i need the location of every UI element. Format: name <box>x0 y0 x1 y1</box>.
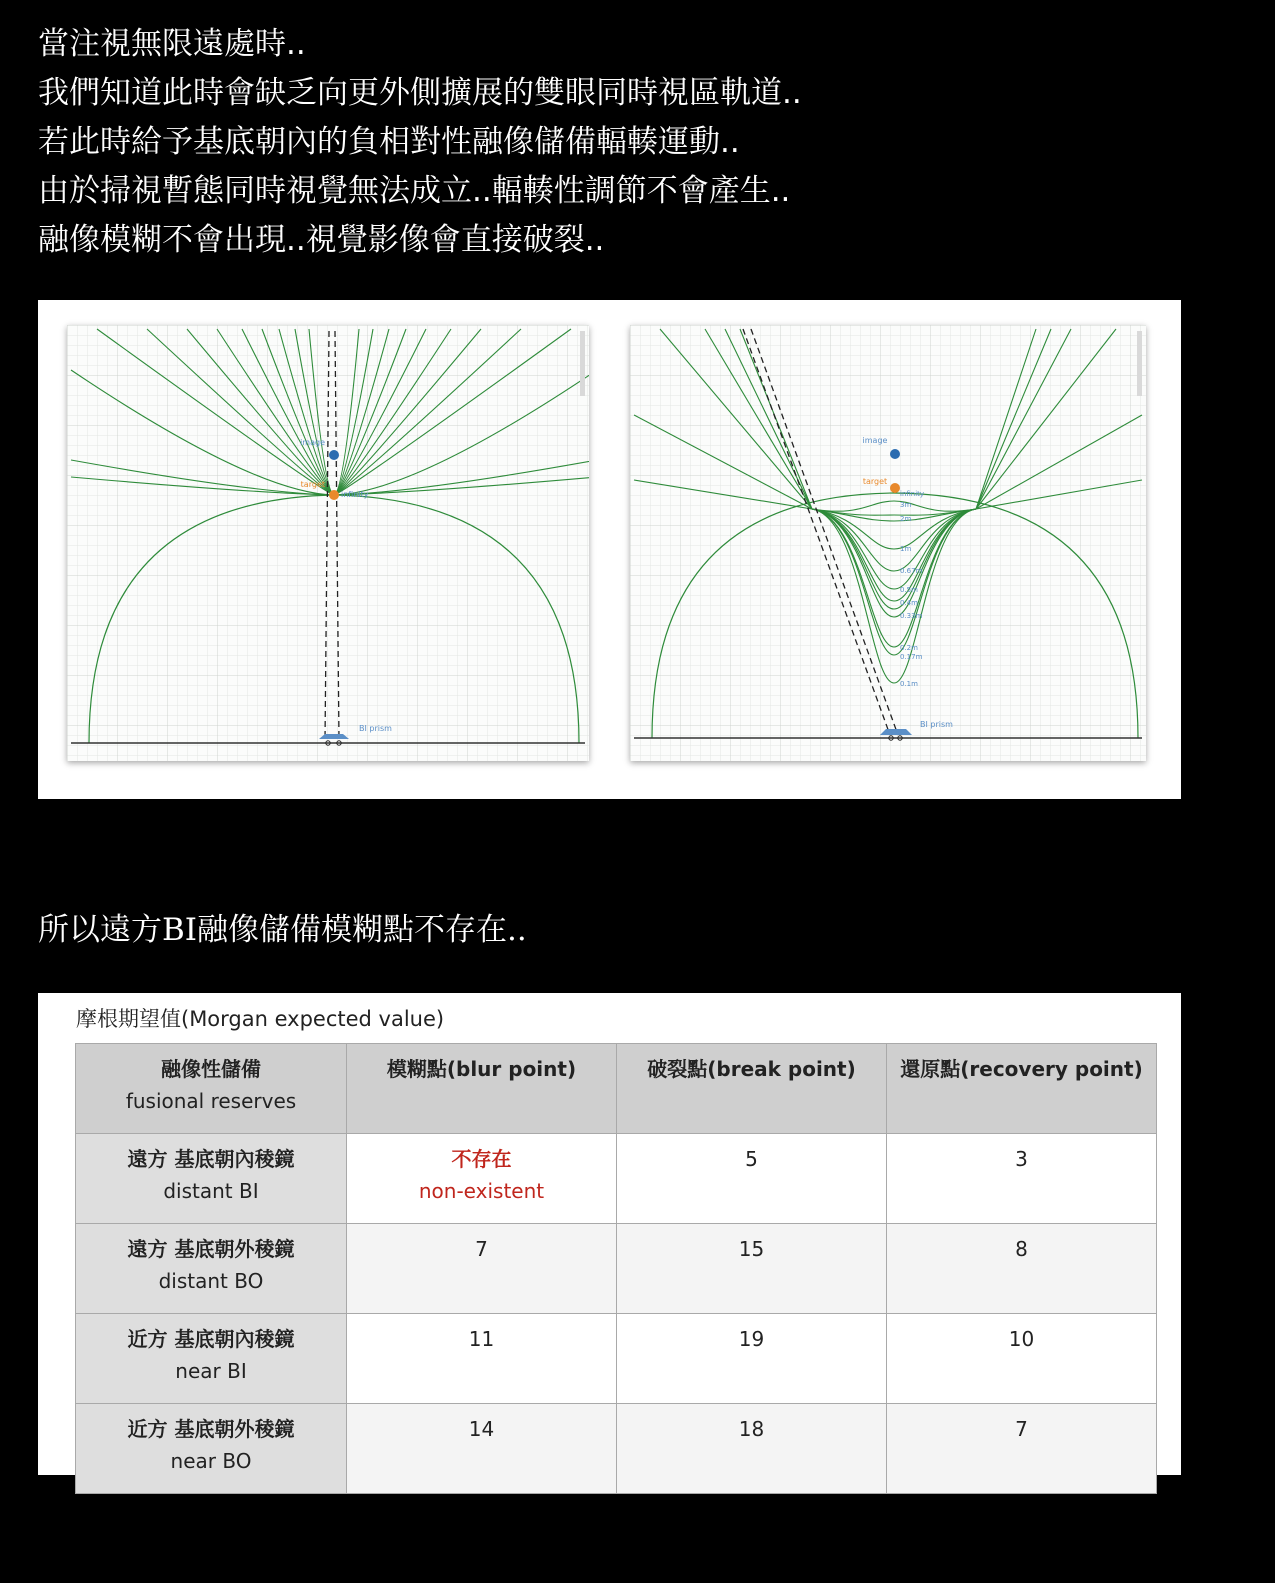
blur-cell-en: non-existent <box>418 1179 545 1203</box>
distance-label: 0.67m <box>900 567 923 575</box>
break-cell: 19 <box>617 1314 887 1404</box>
table-panel <box>38 993 1181 1475</box>
left-target-dot <box>329 490 339 500</box>
right-target-dot <box>890 483 900 493</box>
right-target-label: target <box>862 477 888 486</box>
conclusion-text: 所以遠方BI融像儲備模糊點不存在.. <box>38 912 527 948</box>
left-image-dot <box>329 450 339 460</box>
left-infinity-label: infinity <box>341 490 369 499</box>
distance-label: infinity <box>900 490 925 498</box>
intro-line-1: 當注視無限遠處時.. <box>38 26 306 62</box>
distance-label: 0.4m <box>900 599 918 607</box>
right-prism-label: BI prism <box>920 720 953 729</box>
row-label-zh: 近方 基底朝內稜鏡 <box>127 1327 295 1351</box>
break-cell: 18 <box>617 1404 887 1494</box>
intro-text <box>38 20 802 265</box>
distance-label: 0.33m <box>900 612 923 620</box>
left-graph <box>67 325 589 761</box>
blur-cell: 11 <box>347 1314 617 1404</box>
intro-line-2: 我們知道此時會缺乏向更外側擴展的雙眼同時視區軌道.. <box>38 75 802 111</box>
blur-cell: 14 <box>347 1404 617 1494</box>
right-graph-canvas <box>630 325 1146 761</box>
morgan-table <box>75 1043 1157 1494</box>
table-row <box>76 1134 1157 1224</box>
row-label <box>76 1224 347 1314</box>
row-label-zh: 遠方 基底朝外稜鏡 <box>127 1237 295 1261</box>
row-label <box>76 1314 347 1404</box>
header-recovery-point: 還原點(recovery point) <box>887 1044 1157 1134</box>
blur-cell: 7 <box>347 1224 617 1314</box>
row-label-zh: 近方 基底朝外稜鏡 <box>127 1417 295 1441</box>
left-scrollbar[interactable] <box>580 331 585 396</box>
row-label-en: near BO <box>170 1449 252 1473</box>
row-label <box>76 1134 347 1224</box>
intro-line-5: 融像模糊不會出現..視覺影像會直接破裂.. <box>38 222 605 258</box>
header-fusional-reserves <box>76 1044 347 1134</box>
recovery-cell: 3 <box>887 1134 1157 1224</box>
distance-label: 0.1m <box>900 680 918 688</box>
table-row <box>76 1314 1157 1404</box>
row-label-en: near BI <box>175 1359 247 1383</box>
recovery-cell: 8 <box>887 1224 1157 1314</box>
right-image-label: image <box>862 436 888 445</box>
break-cell: 5 <box>617 1134 887 1224</box>
blur-cell-zh: 不存在 <box>451 1147 512 1171</box>
header-en: fusional reserves <box>125 1089 297 1113</box>
distance-label: 1m <box>900 545 912 553</box>
header-blur-point: 模糊點(blur point) <box>347 1044 617 1134</box>
distance-label: 0.17m <box>900 653 923 661</box>
table-row <box>76 1224 1157 1314</box>
row-label-en: distant BO <box>158 1269 264 1293</box>
row-label-en: distant BI <box>163 1179 259 1203</box>
right-scrollbar[interactable] <box>1137 331 1142 396</box>
table-row <box>76 1404 1157 1494</box>
distance-label: 3m <box>900 501 912 509</box>
recovery-cell: 7 <box>887 1404 1157 1494</box>
blur-cell <box>347 1134 617 1224</box>
left-image-label: image <box>300 438 325 447</box>
right-graph <box>630 325 1146 761</box>
left-graph-canvas <box>67 325 589 761</box>
intro-line-3: 若此時給予基底朝內的負相對性融像儲備輻輳運動.. <box>38 124 740 160</box>
left-prism-label: BI prism <box>359 724 392 733</box>
distance-label: 2m <box>900 515 912 523</box>
table-caption: 摩根期望值(Morgan expected value) <box>76 1007 445 1031</box>
right-image-dot <box>890 449 900 459</box>
header-break-point: 破裂點(break point) <box>617 1044 887 1134</box>
row-label <box>76 1404 347 1494</box>
figure-panel <box>38 300 1181 799</box>
row-label-zh: 遠方 基底朝內稜鏡 <box>127 1147 295 1171</box>
left-target-label: target <box>300 480 325 489</box>
intro-line-4: 由於掃視暫態同時視覺無法成立..輻輳性調節不會產生.. <box>38 173 791 209</box>
break-cell: 15 <box>617 1224 887 1314</box>
table-header-row <box>76 1044 1157 1134</box>
recovery-cell: 10 <box>887 1314 1157 1404</box>
distance-label: 0.2m <box>900 644 918 652</box>
distance-label: 0.5m <box>900 586 918 594</box>
header-zh: 融像性儲備 <box>161 1057 261 1081</box>
